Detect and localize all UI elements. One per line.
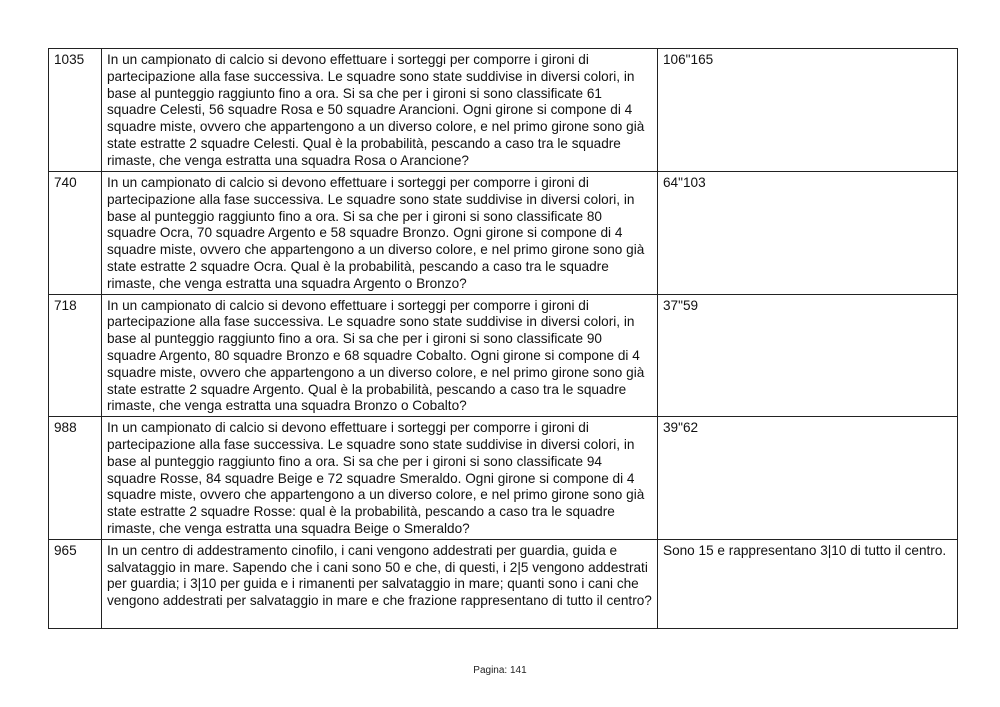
- table-row: [49, 49, 958, 172]
- table-row: [49, 172, 958, 295]
- question-text: In un centro di addestramento cinofilo, i cani vengono addestrati per guardia, guida e salvataggio in mare. Sapendo che i cani sono 50 e che, di questi, i 2|5 vengono addestrati per guardia; i 3|10 per guida e i rimanenti per salvataggio in mare; quanti sono i cani che vengono addestrati per salvataggio in mare e che frazione rappresentano di tutto il centro?: [102, 539, 658, 628]
- question-text: In un campionato di calcio si devono effettuare i sorteggi per comporre i gironi di partecipazione alla fase successiva. Le squadre sono state suddivise in diversi colori, in base al punteggio raggiunto fino a ora. Si sa che per i gironi si sono classificate 90 squadre Argento, 80 squadre Bronzo e 68 squadre Cobalto. Ogni girone si compone di 4 squadre miste, ovvero che appartengono a un diverso colore, e nel primo girone sono già state estratte 2 squadre Argento. Qual è la probabilità, pescando a caso tra le squadre rimaste, che venga estratta una squadra Bronzo o Cobalto?: [102, 294, 658, 417]
- question-text: In un campionato di calcio si devono effettuare i sorteggi per comporre i gironi di partecipazione alla fase successiva. Le squadre sono state suddivise in diversi colori, in base al punteggio raggiunto fino a ora. Si sa che per i gironi si sono classificate 80 squadre Ocra, 70 squadre Argento e 58 squadre Bronzo. Ogni girone si compone di 4 squadre miste, ovvero che appartengono a un diverso colore, e nel primo girone sono già state estratte 2 squadre Ocra. Qual è la probabilità, pescando a caso tra le squadre rimaste, che venga estratta una squadra Argento o Bronzo?: [102, 172, 658, 295]
- answer-text: 106"165: [658, 49, 958, 172]
- answer-text: 64"103: [658, 172, 958, 295]
- answer-text: 39"62: [658, 417, 958, 540]
- question-id: 740: [49, 172, 102, 295]
- question-id: 718: [49, 294, 102, 417]
- question-id: 965: [49, 539, 102, 628]
- page-number: Pagina: 141: [473, 665, 527, 676]
- answer-text: Sono 15 e rappresentano 3|10 di tutto il centro.: [658, 539, 958, 628]
- table-row: [49, 539, 958, 628]
- table-row: [49, 294, 958, 417]
- question-id: 988: [49, 417, 102, 540]
- answer-text: 37"59: [658, 294, 958, 417]
- question-text: In un campionato di calcio si devono effettuare i sorteggi per comporre i gironi di partecipazione alla fase successiva. Le squadre sono state suddivise in diversi colori, in base al punteggio raggiunto fino a ora. Si sa che per i gironi si sono classificate 61 squadre Celesti, 56 squadre Rosa e 50 squadre Arancioni. Ogni girone si compone di 4 squadre miste, ovvero che appartengono a un diverso colore, e nel primo girone sono già state estratte 2 squadre Celesti. Qual è la probabilità, pescando a caso tra le squadre rimaste, che venga estratta una squadra Rosa o Arancione?: [102, 49, 658, 172]
- question-id: 1035: [49, 49, 102, 172]
- questions-table: [48, 48, 958, 629]
- table-row: [49, 417, 958, 540]
- question-text: In un campionato di calcio si devono effettuare i sorteggi per comporre i gironi di partecipazione alla fase successiva. Le squadre sono state suddivise in diversi colori, in base al punteggio raggiunto fino a ora. Si sa che per i gironi si sono classificate 94 squadre Rosse, 84 squadre Beige e 72 squadre Smeraldo. Ogni girone si compone di 4 squadre miste, ovvero che appartengono a un diverso colore, e nel primo girone sono già state estratte 2 squadre Rosse: qual è la probabilità, pescando a caso tra le squadre rimaste, che venga estratta una squadra Beige o Smeraldo?: [102, 417, 658, 540]
